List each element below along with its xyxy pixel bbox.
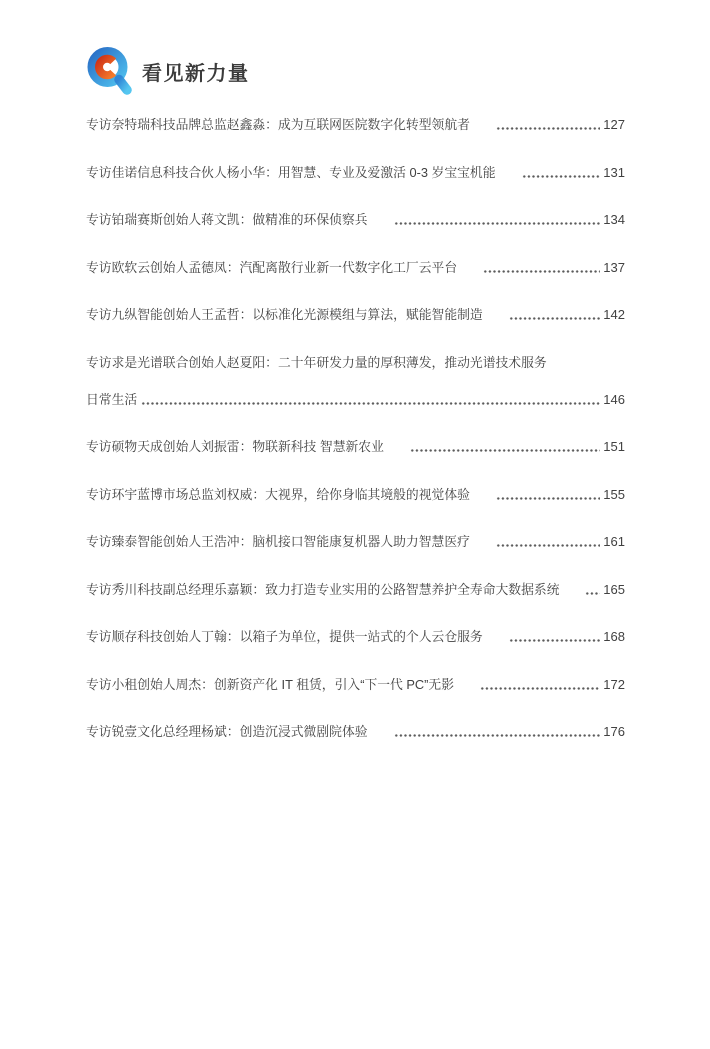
dot-leader bbox=[480, 687, 600, 690]
toc-entry bbox=[86, 260, 625, 275]
brand-logo-text: 看见新力量 bbox=[142, 62, 250, 85]
toc-entry-title: 专访环宇蓝博市场总监刘权威：大视界，给你身临其境般的视觉体验 bbox=[86, 486, 470, 502]
toc-entry bbox=[86, 439, 625, 454]
toc-entry-title: 专访小租创始人周杰：创新资产化 IT 租赁，引入“下一代 PC”无影 bbox=[86, 676, 455, 692]
toc-entry-page: 172 bbox=[603, 676, 625, 692]
dot-leader bbox=[141, 402, 600, 405]
toc-entry-title: 专访求是光谱联合创始人赵夏阳：二十年研发力量的厚积薄发，推动光谱技术服务 bbox=[86, 354, 547, 370]
toc-entry bbox=[86, 534, 625, 549]
toc-entry-page: 168 bbox=[603, 629, 625, 644]
toc-entry bbox=[86, 212, 625, 227]
dot-leader bbox=[410, 449, 600, 452]
toc-entry-title: 专访硕物天成创始人刘振雷：物联新科技 智慧新农业 bbox=[86, 439, 384, 454]
dot-leader bbox=[394, 734, 601, 737]
toc-entry-page: 165 bbox=[603, 581, 625, 597]
dot-leader bbox=[394, 222, 601, 225]
toc-entry-page: 146 bbox=[603, 391, 625, 407]
toc-entry-title: 专访秀川科技副总经理乐嘉颖：致力打造专业实用的公路智慧养护全寿命大数据系统 bbox=[86, 581, 560, 597]
toc-entry-page: 155 bbox=[603, 486, 625, 502]
toc-entry bbox=[86, 307, 625, 322]
toc-entry-title: 专访铂瑞赛斯创始人蒋文凯：做精准的环保侦察兵 bbox=[86, 212, 368, 227]
toc-entry bbox=[86, 392, 625, 407]
dot-leader bbox=[496, 497, 600, 500]
toc-entry bbox=[86, 487, 625, 502]
toc-entry-title: 专访臻泰智能创始人王浩冲：脑机接口智能康复机器人助力智慧医疗 bbox=[86, 534, 470, 549]
dot-leader bbox=[496, 127, 600, 130]
dot-leader bbox=[496, 544, 600, 547]
toc-entry-title: 专访九纵智能创始人王孟哲：以标准化光源模组与算法，赋能智能制造 bbox=[86, 307, 483, 322]
toc-entry bbox=[86, 355, 625, 370]
toc-entry-page: 151 bbox=[603, 439, 625, 454]
toc-entry-page: 161 bbox=[603, 534, 625, 549]
toc-entry bbox=[86, 677, 625, 692]
dot-leader bbox=[522, 175, 601, 178]
dot-leader bbox=[509, 317, 601, 320]
dot-leader bbox=[509, 639, 601, 642]
toc-entry-title: 专访奈特瑞科技品牌总监赵鑫淼：成为互联网医院数字化转型领航者 bbox=[86, 117, 470, 132]
magnifier-q-logo-icon bbox=[86, 46, 133, 96]
toc-entry bbox=[86, 724, 625, 739]
toc-entry-title: 专访锐壹文化总经理杨斌：创造沉浸式微剧院体验 bbox=[86, 724, 368, 739]
toc-entry-page: 142 bbox=[603, 307, 625, 322]
toc-list bbox=[86, 117, 625, 739]
toc-entry-page: 131 bbox=[603, 164, 625, 180]
toc-entry-page: 137 bbox=[603, 259, 625, 275]
toc-entry-title: 专访顺存科技创始人丁翰：以箱子为单位，提供一站式的个人云仓服务 bbox=[86, 629, 483, 644]
brand-logo bbox=[86, 46, 710, 96]
toc-entry-page: 134 bbox=[603, 212, 625, 227]
toc-entry bbox=[86, 165, 625, 180]
toc-entry-title: 专访欧软云创始人孟德凤：汽配离散行业新一代数字化工厂云平台 bbox=[86, 259, 458, 275]
toc-entry bbox=[86, 582, 625, 597]
toc-entry-title: 日常生活 bbox=[86, 391, 138, 407]
toc-entry bbox=[86, 629, 625, 644]
toc-entry-page: 176 bbox=[603, 724, 625, 739]
dot-leader bbox=[483, 270, 600, 273]
toc-entry-title: 专访佳诺信息科技合伙人杨小华：用智慧、专业及爱激活 0-3 岁宝宝机能 bbox=[86, 164, 496, 180]
toc-page bbox=[0, 46, 710, 1049]
toc-entry bbox=[86, 117, 625, 132]
toc-entry-page: 127 bbox=[603, 117, 625, 132]
dot-leader bbox=[585, 592, 600, 595]
